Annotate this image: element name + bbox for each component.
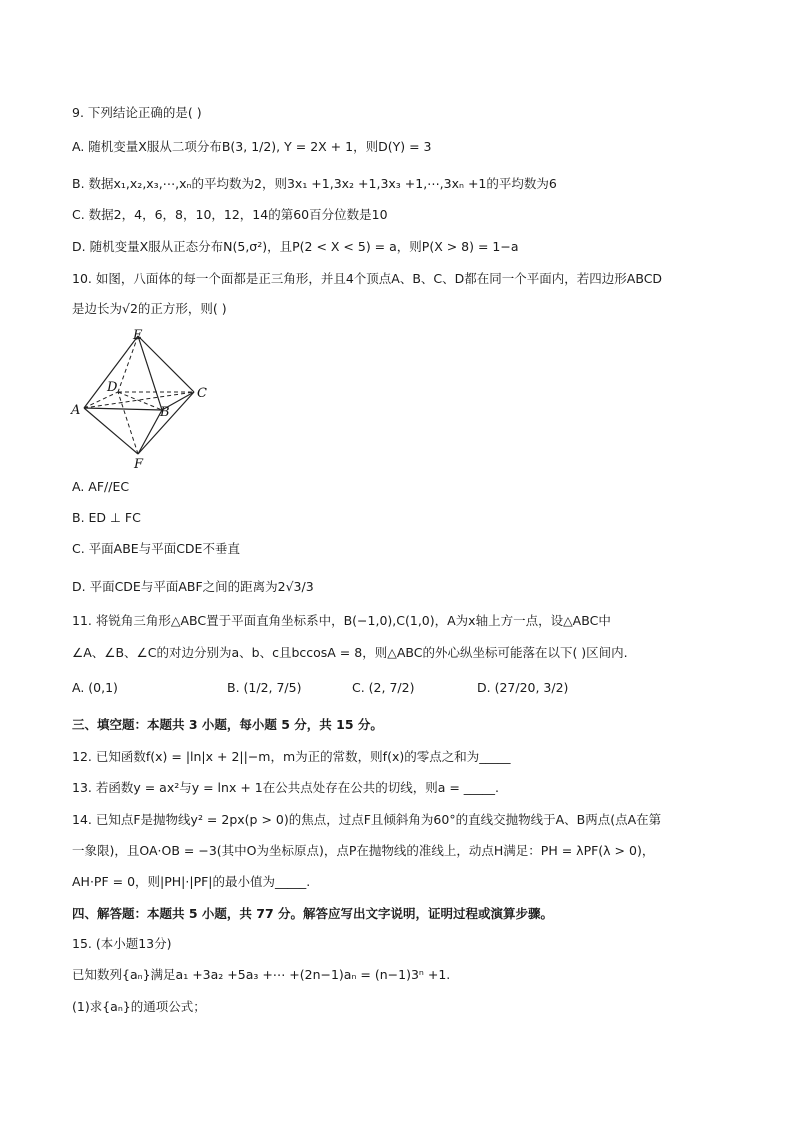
q10-option-a: A. AF//EC (72, 479, 130, 494)
section-solutions-heading: 四、解答题：本题共 5 小题，共 77 分。解答应写出文字说明，证明过程或演算步骤。 (72, 906, 554, 921)
q11-option-b: B. (1/2, 7/5) (227, 680, 302, 695)
q10-stem-line2: 是边长为√2的正方形，则( ) (72, 301, 227, 316)
q10-option-c: C. 平面ABE与平面CDE不垂直 (72, 541, 240, 556)
q9-option-b: B. 数据x₁,x₂,x₃,⋯,xₙ的平均数为2，则3x₁ +1,3x₂ +1,3x₃ +1,⋯,3xₙ +1的平均数为6 (72, 176, 557, 191)
q11-option-d: D. (27/20, 3/2) (477, 680, 569, 695)
q11-option-c: C. (2, 7/2) (352, 680, 415, 695)
q11-stem-line1: 11. 将锐角三角形△ABC置于平面直角坐标系中，B(−1,0),C(1,0)，A为x轴上方一点，设△ABC中 (72, 613, 611, 628)
q10-stem-line1: 10. 如图，八面体的每一个面都是正三角形，并且4个顶点A、B、C、D都在同一个平面内，若四边形ABCD (72, 271, 663, 286)
vertex-label-f: F (134, 457, 144, 471)
q14-line3: AH·PF = 0，则|PH|·|PF|的最小值为_____. (72, 874, 311, 889)
q15-title: 15. (本小题13分) (72, 936, 172, 951)
q15-stem: 已知数列{aₙ}满足a₁ +3a₂ +5a₃ +⋯ +(2n−1)aₙ = (n−1)3ⁿ +1. (72, 967, 451, 982)
q11-option-a: A. (0,1) (72, 680, 118, 695)
q13-text: 13. 若函数y = ax²与y = lnx + 1在公共点处存在公共的切线，则a = _____. (72, 780, 500, 795)
octahedron-figure (70, 326, 220, 471)
q15-part1: (1)求{aₙ}的通项公式； (72, 999, 206, 1014)
vertex-label-c: C (197, 386, 207, 401)
vertex-label-d: D (107, 380, 118, 395)
q14-line2: 一象限)，且OA·OB = −3(其中O为坐标原点)，点P在抛物线的准线上，动点H满足：PH = λPF(λ > 0)， (72, 843, 655, 858)
q9-option-c: C. 数据2，4，6，8，10，12，14的第60百分位数是10 (72, 207, 388, 222)
q9-option-d: D. 随机变量X服从正态分布N(5,σ²)，且P(2 < X < 5) = a，则P(X > 8) = 1−a (72, 239, 519, 254)
vertex-label-e: E (133, 328, 143, 343)
q14-line1: 14. 已知点F是抛物线y² = 2px(p > 0)的焦点，过点F且倾斜角为60°的直线交抛物线于A、B两点(点A在第 (72, 812, 662, 827)
q11-stem-line2: ∠A、∠B、∠C的对边分别为a、b、c且bccosA = 8，则△ABC的外心纵坐标可能落在以下( )区间内. (72, 645, 628, 660)
q9-option-a: A. 随机变量X服从二项分布B(3, 1/2), Y = 2X + 1，则D(Y) = 3 (72, 139, 432, 154)
q12-text: 12. 已知函数f(x) = |ln|x + 2||−m，m为正的常数，则f(x)的零点之和为_____ (72, 749, 511, 764)
vertex-label-a: A (71, 403, 81, 418)
vertex-label-b: B (160, 405, 170, 420)
q9-stem: 9. 下列结论正确的是( ) (72, 105, 202, 120)
q10-option-d: D. 平面CDE与平面ABF之间的距离为2√3/3 (72, 579, 314, 594)
q10-option-b: B. ED ⊥ FC (72, 510, 141, 525)
section-fill-in-heading: 三、填空题：本题共 3 小题，每小题 5 分，共 15 分。 (72, 717, 383, 732)
